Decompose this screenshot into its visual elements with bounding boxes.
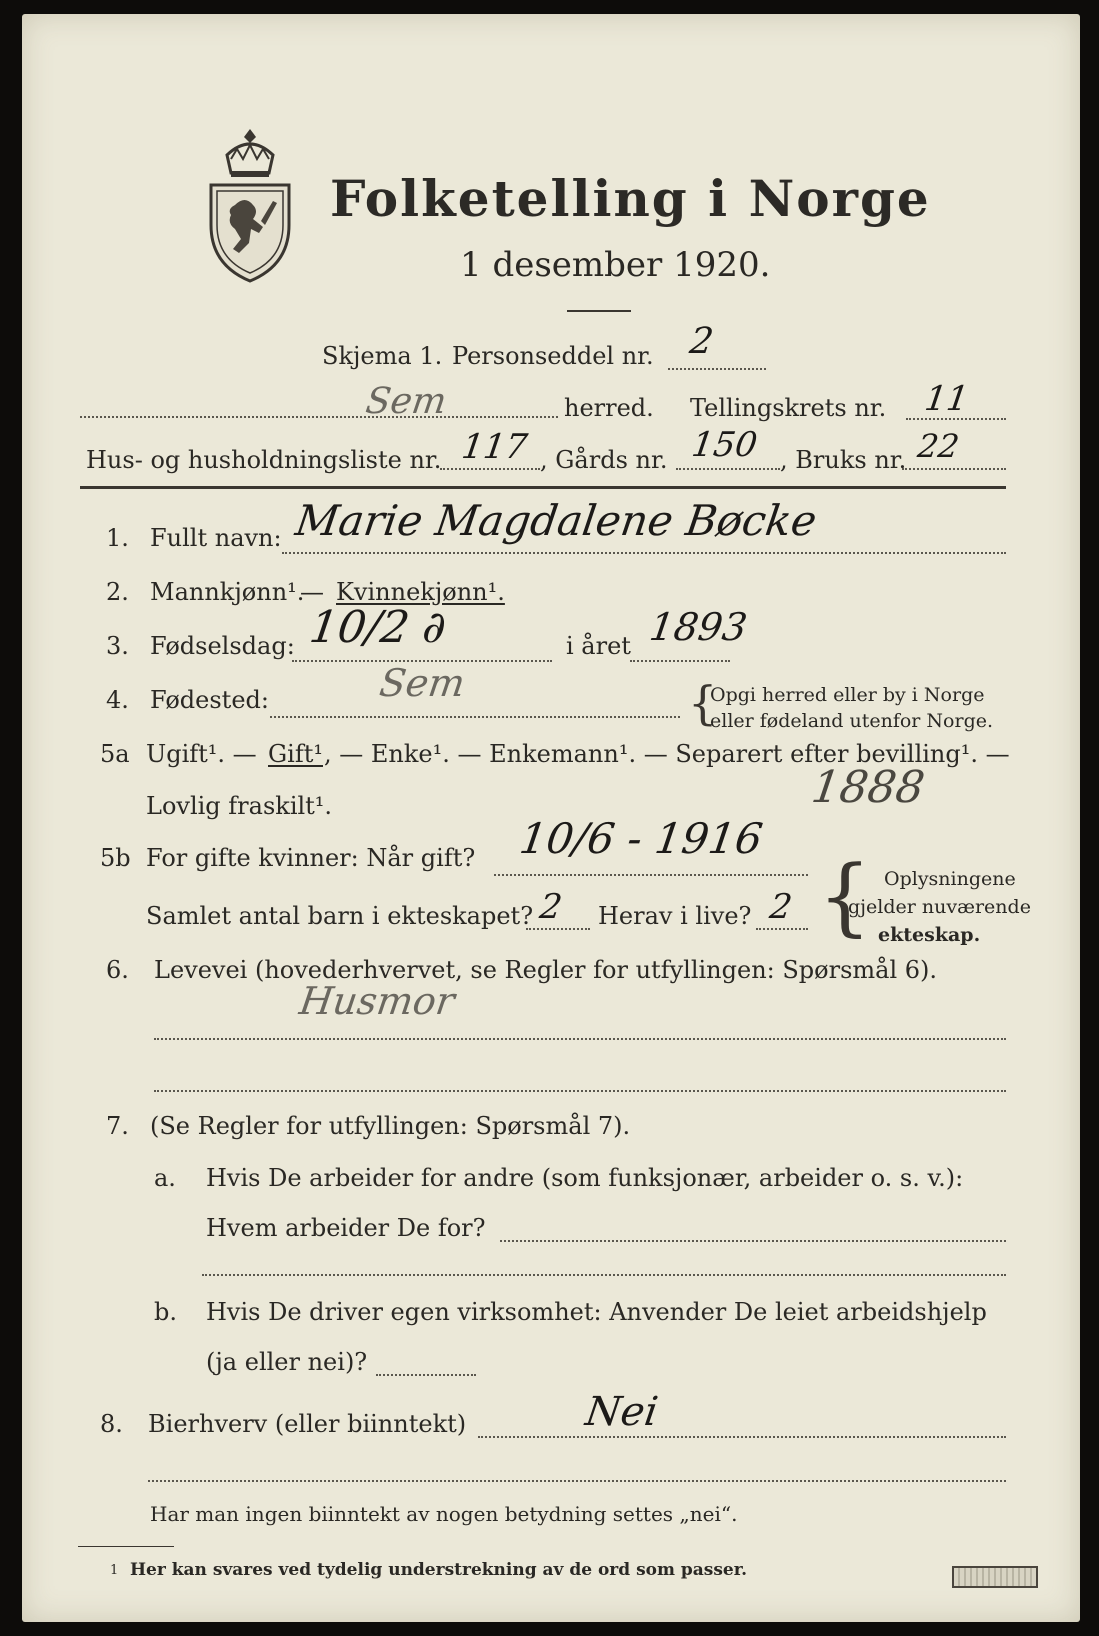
- printer-stamp: [952, 1566, 1038, 1588]
- q7b-letter: b.: [154, 1298, 177, 1326]
- header-separator: [80, 486, 1006, 489]
- gards-field: [676, 468, 780, 470]
- q8-value: Nei: [582, 1389, 661, 1435]
- gards-value: 150: [689, 425, 760, 465]
- q3-birthdate: 10/2 ∂: [306, 602, 450, 653]
- q5a-number: 5a: [100, 740, 130, 768]
- q5b-children-label: Samlet antal barn i ekteskapet?: [146, 902, 534, 930]
- title-divider: [567, 310, 631, 312]
- husliste-field: [440, 468, 540, 470]
- q7a-field-line2: [202, 1274, 1006, 1276]
- footnote-text: Her kan svares ved tydelig understrekning av de ord som passer.: [130, 1560, 748, 1580]
- q2-separator: —: [300, 578, 324, 606]
- norwegian-coat-of-arms-icon: [205, 125, 295, 285]
- q5b-note-line2: gjelder nuværende: [848, 896, 1031, 918]
- q4-number: 4.: [106, 686, 129, 714]
- q7-label: (Se Regler for utfyllingen: Spørsmål 7).: [150, 1112, 631, 1140]
- q3-year-value: 1893: [646, 605, 750, 649]
- q1-number: 1.: [106, 524, 129, 552]
- q5b-label: For gifte kvinner: Når gift?: [146, 844, 476, 872]
- q6-occupation: Husmor: [296, 979, 458, 1023]
- personseddel-value: 2: [687, 321, 716, 362]
- personseddel-label: Personseddel nr.: [452, 342, 654, 370]
- q1-label: Fullt navn:: [150, 524, 282, 552]
- q4-birthplace: Sem: [376, 661, 468, 705]
- q7b-line2: (ja eller nei)?: [206, 1348, 368, 1376]
- tellingskrets-value: 11: [922, 379, 972, 419]
- q5b-marriage-date: 10/6 - 1916: [516, 814, 766, 863]
- bruks-value: 22: [915, 427, 962, 465]
- q1-full-name: Marie Magdalene Bøcke: [292, 496, 820, 545]
- q5b-children-value: 2: [537, 887, 565, 927]
- q6-field-line1: [154, 1038, 1006, 1040]
- q7a-line1: Hvis De arbeider for andre (som funksjonær, arbeider o. s. v.):: [206, 1164, 964, 1192]
- q4-label: Fødested:: [150, 686, 269, 714]
- q1-field: [282, 552, 1006, 554]
- q5b-children-field: [526, 928, 590, 930]
- q5b-alive-label: Herav i live?: [598, 902, 752, 930]
- q2-number: 2.: [106, 578, 129, 606]
- footnote-divider: [78, 1546, 174, 1547]
- schema-label: Skjema 1.: [322, 342, 443, 370]
- husliste-value: 117: [459, 427, 530, 467]
- q5b-note-line3: ekteskap.: [878, 924, 981, 946]
- census-date: 1 desember 1920.: [460, 245, 771, 285]
- q5b-alive-value: 2: [767, 887, 795, 927]
- q5b-date-field: [494, 874, 808, 876]
- q4-field: [270, 716, 680, 718]
- q3-label: Fødselsdag:: [150, 632, 295, 660]
- q6-field-line2: [154, 1090, 1006, 1092]
- q5a-fraskilt: Lovlig fraskilt¹.: [146, 792, 333, 820]
- q5a-gift-selected: Gift¹: [268, 740, 323, 768]
- q3-year-field: [630, 660, 730, 662]
- husliste-label: Hus- og husholdningsliste nr.: [86, 446, 442, 474]
- q6-label: Levevei (hovederhvervet, se Regler for utfyllingen: Spørsmål 6).: [154, 956, 938, 984]
- q7b-line1: Hvis De driver egen virksomhet: Anvender De leiet arbeidshjelp: [206, 1298, 987, 1326]
- q5a-annotation-1888: 1888: [808, 762, 928, 813]
- q7b-field: [376, 1374, 476, 1376]
- footnote-mark: 1: [110, 1563, 119, 1578]
- q5a-options: , — Enke¹. — Enkemann¹. — Separert efter bevilling¹. —: [324, 740, 1010, 768]
- bruks-label: , Bruks nr.: [780, 446, 907, 474]
- footer-note: Har man ingen biinntekt av nogen betydning settes „nei“.: [150, 1502, 738, 1526]
- gards-label: , Gårds nr.: [540, 446, 668, 474]
- q8-field-line2: [148, 1480, 1006, 1482]
- herred-label: herred.: [564, 394, 654, 422]
- q7a-field-line1: [500, 1240, 1006, 1242]
- q8-label: Bierhverv (eller biinntekt): [148, 1410, 467, 1438]
- q4-brace: {: [688, 676, 718, 730]
- bruks-field: [902, 468, 1006, 470]
- q4-note-line2: eller fødeland utenfor Norge.: [710, 710, 994, 732]
- herred-value: Sem: [363, 381, 450, 422]
- q7a-line2: Hvem arbeider De for?: [206, 1214, 486, 1242]
- herred-field: [80, 416, 558, 418]
- q5b-note-line1: Oplysningene: [884, 868, 1016, 890]
- q3-year-label: i året: [566, 632, 631, 660]
- q5b-alive-field: [756, 928, 808, 930]
- q5b-brace: {: [818, 847, 872, 945]
- form-title: Folketelling i Norge: [330, 169, 931, 228]
- q5a-ugift: Ugift¹. —: [146, 740, 257, 768]
- tellingskrets-label: Tellingskrets nr.: [690, 394, 887, 422]
- q3-number: 3.: [106, 632, 129, 660]
- q7-number: 7.: [106, 1112, 129, 1140]
- personseddel-field: [668, 368, 766, 370]
- q2-female-selected: Kvinnekjønn¹.: [336, 578, 505, 606]
- q8-number: 8.: [100, 1410, 123, 1438]
- q6-number: 6.: [106, 956, 129, 984]
- q7a-letter: a.: [154, 1164, 176, 1192]
- q2-male: Mannkjønn¹.: [150, 578, 305, 606]
- q5b-number: 5b: [100, 844, 131, 872]
- tellingskrets-field: [906, 418, 1006, 420]
- q8-field-line1: [478, 1436, 1006, 1438]
- q4-note-line1: Opgi herred eller by i Norge: [710, 684, 985, 706]
